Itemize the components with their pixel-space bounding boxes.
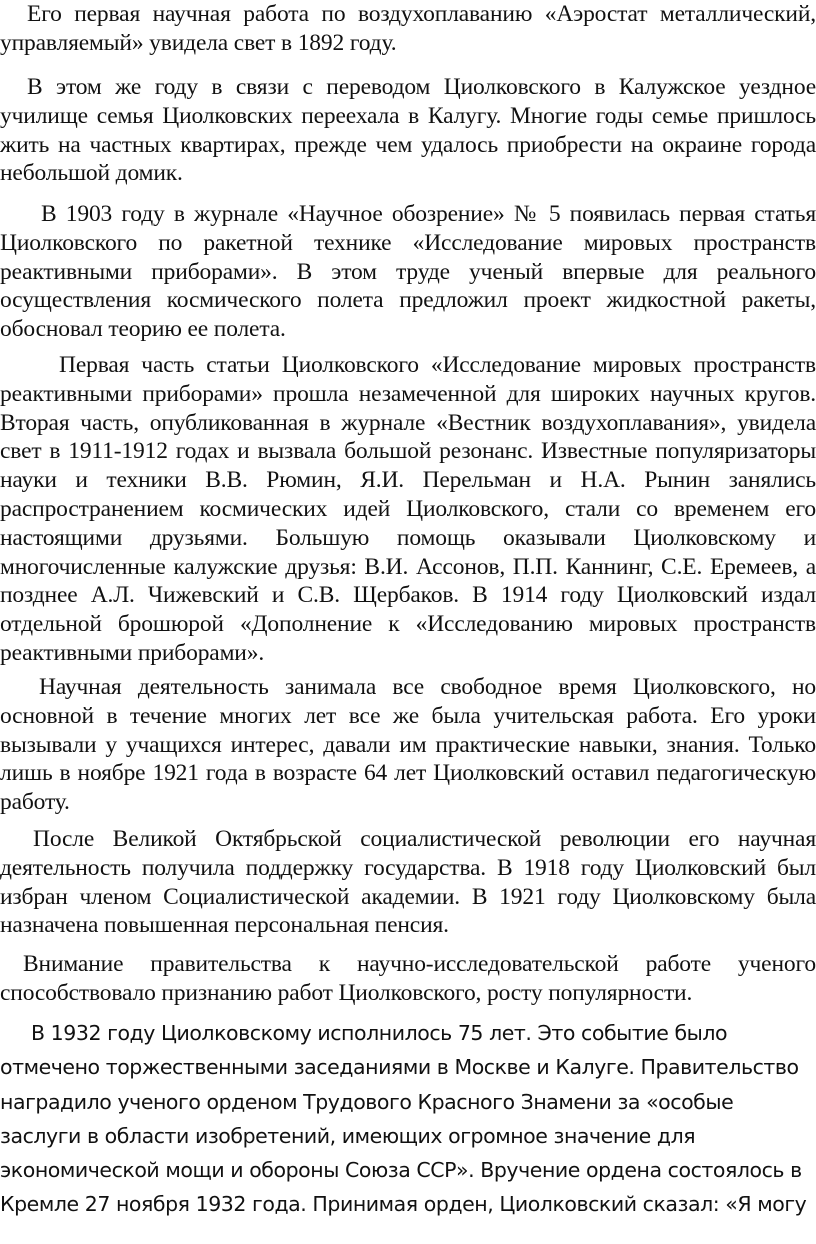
paragraph-teaching-work: Научная деятельность занимала все свободное время Циолковского, но основной в течение многих лет все же была учительская работа. Его уроки вызывали у учащихся интерес, давали им практические навыки, знания. Только лишь в ноябре 1921 года в возрасте 64 лет Циолковский оставил педагогическую работу.	[0, 674, 816, 816]
paragraph-1903-article: В 1903 году в журнале «Научное обозрение» № 5 появилась первая статья Циолковского по ракетной технике «Исследование мировых пространств реактивными приборами». В этом труде ученый впервые для реального осуществления космического полета предложил проект жидкостной ракеты, обосновал теорию ее полета.	[0, 201, 816, 343]
paragraph-after-revolution: После Великой Октябрьской социалистической революции его научная деятельность получила поддержку государства. В 1918 году Циолковский был избран членом Социалистической академии. В 1921 году Циолковскому была назначена повышенная персональная пенсия.	[0, 826, 816, 939]
paragraph-75th-anniversary: В 1932 году Циолковскому исполнилось 75 лет. Это событие было отмечено торжественными заседаниями в Москве и Калуге. Правительство наградило ученого орденом Трудового Красного Знамени за «особые заслуги в области изобретений, имеющих огромное значение для экономической мощи и обороны Союза ССР». Вручение ордена состоялось в Кремле 27 ноября 1932 года. Принимая орден, Циолковский сказал: «Я могу	[0, 1021, 807, 1217]
paragraph-article-reception: Первая часть статьи Циолковского «Исследование мировых пространств реактивными приборами» прошла незамеченной для широких научных кругов. Вторая часть, опубликованная в журнале «Вестник воздухоплавания», увидела свет в 1911-1912 годах и вызвала большой резонанс. Известные популяризаторы науки и техники В.В. Рюмин, Я.И. Перельман и Н.А. Рынин занялись распространением космических идей Циолковского, стали со временем его настоящими друзьями. Большую помощь оказывали Циолковскому и многочисленные калужские друзья: В.И. Ассонов, П.П. Каннинг, С.Е. Еремеев, а позднее А.Л. Чижевский и С.В. Щербаков. В 1914 году Циолковский издал отдельной брошюрой «Дополнение к «Исследованию мировых пространств реактивными приборами».	[0, 352, 816, 666]
paragraph-government-attention: Внимание правительства к научно-исследовательской работе ученого способствовало признанию работ Циолковского, росту популярности.	[0, 951, 816, 1006]
paragraph-move-to-kaluga: В этом же году в связи с переводом Циолковского в Калужское уездное училище семья Циолковских переехала в Калугу. Многие годы семье пришлось жить на частных квартирах, прежде чем удалось приобрести на окраине города небольшой домик.	[0, 74, 816, 187]
paragraph-first-work: Его первая научная работа по воздухоплаванию «Аэростат металлический, управляемый» увидела свет в 1892 году.	[0, 1, 816, 56]
